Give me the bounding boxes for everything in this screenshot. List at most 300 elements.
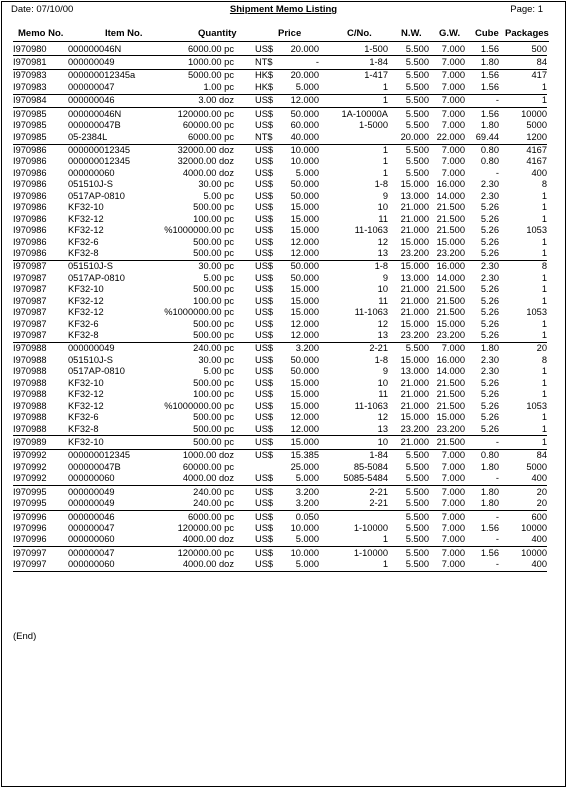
cell-qty: 100.00 pc	[193, 213, 234, 224]
table-row	[13, 523, 547, 534]
cell-nw: 5.500	[405, 343, 429, 354]
cell-memo: I970996	[13, 523, 47, 533]
cell-qty: 6000.00 pc	[187, 43, 234, 54]
cell-price: 15.385	[290, 450, 319, 461]
table-row	[13, 168, 547, 179]
cell-cur: US$	[255, 190, 274, 201]
cell-nw: 21.000	[400, 295, 429, 306]
cell-price: 12.000	[290, 330, 319, 340]
cell-gw: 15.000	[436, 236, 465, 247]
cell-memo: I970986	[13, 202, 47, 213]
cell-memo: I970988	[13, 377, 47, 388]
cell-gw: 7.000	[441, 523, 465, 533]
cell-cube: 5.26	[480, 423, 499, 434]
cell-memo: I970987	[13, 261, 47, 272]
cell-pkg: 1053	[526, 307, 547, 318]
cell-cno: 2-21	[369, 343, 388, 354]
col-header-qty: Quantity	[198, 28, 237, 39]
table-row	[13, 202, 547, 213]
cell-nw: 21.000	[400, 307, 429, 318]
cell-memo: I970997	[13, 547, 47, 558]
cell-cur: US$	[255, 366, 274, 377]
cell-price: 25.000	[290, 461, 319, 472]
memo-group	[13, 486, 547, 511]
cell-cno: 1-8	[374, 354, 388, 365]
cell-cube: 5.26	[480, 400, 499, 411]
column-header-row	[2, 28, 565, 40]
cell-cube: 2.30	[480, 179, 499, 190]
cell-cur: US$	[255, 377, 274, 388]
cell-memo: I970987	[13, 330, 47, 340]
table-row	[13, 296, 547, 307]
cell-cube: 1.80	[480, 343, 499, 354]
cell-price: 5.000	[295, 81, 319, 92]
cell-cno: 1-84	[369, 450, 388, 461]
cell-item: KF32-10	[68, 436, 104, 447]
cell-nw: 5.500	[405, 498, 429, 509]
cell-memo: I970984	[13, 95, 47, 106]
cell-cno: 1-10000	[353, 523, 388, 533]
cell-item: 0517AP-0810	[68, 366, 125, 377]
cell-memo: I970996	[13, 534, 47, 545]
cell-gw: 7.000	[441, 559, 465, 570]
memo-group	[13, 95, 547, 108]
cell-cube: -	[495, 511, 499, 522]
cell-cur: US$	[255, 523, 274, 533]
cell-pkg: 1	[541, 236, 547, 247]
cell-cube: -	[495, 473, 499, 484]
table-row	[13, 44, 547, 55]
cell-cur: HK$	[255, 70, 274, 81]
cell-price: 5.000	[295, 167, 319, 178]
memo-group	[13, 511, 547, 547]
cell-price: 20.000	[290, 43, 319, 54]
memo-group	[13, 436, 547, 449]
cell-pkg: 1	[541, 366, 547, 377]
cell-cube: -	[495, 559, 499, 570]
cell-qty: 32000.00 doz	[177, 145, 234, 155]
cell-cube: 5.26	[480, 225, 499, 236]
cell-pkg: 84	[536, 450, 547, 461]
cell-nw: 5.500	[405, 145, 429, 155]
cell-cno: 9	[382, 190, 388, 201]
cell-qty: 30.00 pc	[198, 261, 234, 272]
table-row	[13, 412, 547, 423]
cell-cube: 2.30	[480, 190, 499, 201]
cell-cube: 5.26	[480, 247, 499, 258]
cell-qty: 500.00 pc	[193, 236, 234, 247]
cell-gw: 7.000	[441, 473, 465, 484]
cell-qty: 500.00 pc	[193, 423, 234, 434]
cell-nw: 21.000	[400, 284, 429, 295]
table-row	[13, 261, 547, 272]
table-row	[13, 319, 547, 330]
table-row	[13, 330, 547, 341]
cell-item: 000000046	[68, 95, 115, 106]
memo-table	[2, 43, 565, 572]
cell-pkg: 1053	[526, 225, 547, 236]
cell-item: KF32-10	[68, 284, 104, 295]
cell-price: -	[315, 56, 319, 67]
cell-gw: 7.000	[441, 108, 465, 119]
cell-memo: I970983	[13, 81, 47, 92]
cell-qty: 1000.00 pc	[187, 56, 234, 67]
cell-item: 0517AP-0810	[68, 272, 125, 283]
cell-gw: 7.000	[441, 511, 465, 522]
cell-memo: I970986	[13, 145, 47, 155]
cell-cur: US$	[255, 307, 274, 318]
cell-nw: 21.000	[400, 389, 429, 400]
cell-cno: 85-5084	[353, 461, 388, 472]
cell-nw: 13.000	[400, 366, 429, 377]
cell-cno: 1	[382, 81, 388, 92]
cell-nw: 5.500	[405, 511, 429, 522]
table-row	[13, 343, 547, 354]
cell-gw: 21.500	[436, 400, 465, 411]
cell-cur: US$	[255, 423, 274, 434]
cell-cube: 1.56	[480, 81, 499, 92]
cell-cno: 9	[382, 272, 388, 283]
cell-cno: 10	[377, 284, 388, 295]
cell-cno: 13	[377, 330, 388, 340]
cell-nw: 5.500	[405, 70, 429, 81]
cell-qty: 100.00 pc	[193, 295, 234, 306]
cell-price: 12.000	[290, 423, 319, 434]
cell-cur: US$	[255, 486, 274, 497]
memo-group	[13, 343, 547, 437]
cell-pkg: 1200	[526, 131, 547, 142]
cell-cno: 12	[377, 318, 388, 329]
cell-price: 50.000	[290, 108, 319, 119]
cell-cur: NT$	[255, 131, 273, 142]
cell-item: 000000049	[68, 56, 115, 67]
cell-price: 60.000	[290, 120, 319, 131]
cell-item: 051510J-S	[68, 261, 113, 272]
cell-cube: 0.80	[480, 145, 499, 155]
table-row	[13, 462, 547, 473]
table-row	[13, 82, 547, 93]
cell-item: KF32-6	[68, 412, 99, 423]
table-row	[13, 237, 547, 248]
cell-gw: 7.000	[441, 486, 465, 497]
cell-cur: US$	[255, 473, 274, 484]
cell-pkg: 1	[541, 318, 547, 329]
cell-cno: 1	[382, 559, 388, 570]
cell-cno: 1	[382, 145, 388, 155]
cell-gw: 16.000	[436, 261, 465, 272]
cell-memo: I970986	[13, 190, 47, 201]
cell-item: 000000047	[68, 547, 115, 558]
cell-memo: I970992	[13, 461, 47, 472]
cell-cur: US$	[255, 108, 274, 119]
table-row	[13, 473, 547, 484]
cell-nw: 21.000	[400, 377, 429, 388]
cell-qty: 32000.00 doz	[177, 156, 234, 167]
cell-item: 000000049	[68, 343, 115, 354]
cell-memo: I970997	[13, 559, 47, 570]
cell-cno: 1-500	[364, 43, 388, 54]
cell-qty: 4000.00 doz	[182, 473, 234, 484]
cell-pkg: 1	[541, 190, 547, 201]
cell-nw: 5.500	[405, 473, 429, 484]
cell-item: 000000060	[68, 534, 115, 545]
cell-cur: US$	[255, 295, 274, 306]
cell-qty: 30.00 pc	[198, 179, 234, 190]
cell-qty: 500.00 pc	[193, 436, 234, 447]
cell-pkg: 20	[536, 498, 547, 509]
cell-cno: 9	[382, 366, 388, 377]
cell-gw: 21.500	[436, 307, 465, 318]
table-row	[13, 437, 547, 448]
cell-nw: 21.000	[400, 202, 429, 213]
cell-qty: 6000.00 pc	[187, 511, 234, 522]
cell-nw: 5.500	[405, 547, 429, 558]
cell-cube: 1.56	[480, 523, 499, 533]
cell-gw: 7.000	[441, 81, 465, 92]
cell-pkg: 417	[531, 70, 547, 81]
cell-cno: 11	[378, 213, 388, 224]
cell-cno: 12	[377, 412, 388, 423]
table-row	[13, 57, 547, 68]
cell-memo: I970986	[13, 167, 47, 178]
cell-qty: 4000.00 doz	[182, 167, 234, 178]
cell-pkg: 400	[531, 167, 547, 178]
report-date: Date: 07/10/00	[11, 4, 74, 15]
cell-memo: I970980	[13, 43, 47, 54]
header-rule	[13, 41, 549, 42]
cell-qty: 5.00 pc	[203, 366, 234, 377]
cell-cno: 10	[377, 436, 388, 447]
cell-cube: -	[495, 436, 499, 447]
cell-price: 15.000	[290, 307, 319, 318]
cell-cno: 1-10000	[353, 547, 388, 558]
cell-memo: I970988	[13, 366, 47, 377]
cell-qty: 1000.00 doz	[182, 450, 234, 461]
cell-gw: 7.000	[441, 343, 465, 354]
cell-memo: I970988	[13, 412, 47, 423]
cell-memo: I970987	[13, 284, 47, 295]
cell-pkg: 1	[541, 389, 547, 400]
cell-cube: 5.26	[480, 307, 499, 318]
cell-cube: 1.80	[480, 486, 499, 497]
cell-nw: 21.000	[400, 213, 429, 224]
cell-qty: 1.00 pc	[203, 81, 234, 92]
cell-memo: I970987	[13, 295, 47, 306]
cell-cno: 1-84	[369, 56, 388, 67]
cell-cno: 1	[382, 534, 388, 545]
cell-gw: 15.000	[436, 412, 465, 423]
col-header-memo: Memo No.	[18, 28, 64, 39]
cell-memo: I970995	[13, 498, 47, 509]
col-header-item: Item No.	[105, 28, 143, 39]
cell-gw: 7.000	[441, 70, 465, 81]
cell-cube: -	[495, 95, 499, 106]
table-row	[13, 487, 547, 498]
page-number: Page: 1	[510, 4, 543, 15]
col-header-gw: G.W.	[439, 28, 461, 39]
table-row	[13, 179, 547, 190]
table-row	[13, 191, 547, 202]
col-header-nw: N.W.	[401, 28, 422, 39]
cell-price: 12.000	[290, 412, 319, 423]
cell-pkg: 20	[536, 343, 547, 354]
cell-pkg: 10000	[521, 108, 547, 119]
table-row	[13, 366, 547, 377]
table-row	[13, 307, 547, 318]
cell-nw: 23.200	[400, 247, 429, 258]
memo-group	[13, 145, 547, 261]
cell-gw: 7.000	[441, 534, 465, 545]
cell-item: KF32-6	[68, 318, 99, 329]
cell-item: 000000046N	[68, 108, 122, 119]
cell-price: 3.200	[295, 498, 319, 509]
table-row	[13, 534, 547, 545]
cell-cur: US$	[255, 145, 274, 155]
cell-price: 5.000	[295, 534, 319, 545]
end-marker: (End)	[13, 631, 37, 642]
cell-nw: 5.500	[405, 534, 429, 545]
cell-item: 000000046	[68, 511, 115, 522]
cell-memo: I970986	[13, 236, 47, 247]
cell-cur: US$	[255, 534, 274, 545]
cell-price: 10.000	[290, 156, 319, 167]
cell-item: 000000012345	[68, 156, 131, 167]
cell-cur: US$	[255, 412, 274, 423]
cell-item: KF32-12	[68, 307, 104, 318]
cell-pkg: 8	[541, 354, 547, 365]
cell-price: 40.000	[290, 131, 319, 142]
cell-item: 000000012345a	[68, 70, 136, 81]
table-row	[13, 512, 547, 523]
cell-gw: 21.500	[436, 389, 465, 400]
cell-cube: 5.26	[480, 284, 499, 295]
cell-gw: 7.000	[441, 43, 465, 54]
cell-cno: 11-1063	[354, 400, 388, 411]
cell-nw: 15.000	[400, 179, 429, 190]
cell-price: 12.000	[290, 247, 319, 258]
cell-cube: 2.30	[480, 366, 499, 377]
cell-price: 15.000	[290, 213, 319, 224]
cell-cur: US$	[255, 284, 274, 295]
table-row	[13, 389, 547, 400]
cell-cur: US$	[255, 120, 274, 131]
cell-cube: 2.30	[480, 272, 499, 283]
table-row	[13, 70, 547, 81]
cell-pkg: 10000	[521, 523, 547, 533]
cell-price: 10.000	[290, 547, 319, 558]
cell-cno: 13	[377, 423, 388, 434]
cell-price: 15.000	[290, 377, 319, 388]
cell-pkg: 1	[541, 436, 547, 447]
cell-nw: 15.000	[400, 318, 429, 329]
cell-pkg: 1053	[526, 400, 547, 411]
cell-gw: 21.500	[436, 225, 465, 236]
cell-pkg: 10000	[521, 547, 547, 558]
cell-memo: I970981	[13, 56, 47, 67]
cell-memo: I970988	[13, 400, 47, 411]
memo-group	[13, 70, 547, 95]
cell-pkg: 1	[541, 247, 547, 258]
cell-qty: %1000000.00 pc	[164, 225, 234, 236]
cell-qty: 6000.00 pc	[187, 131, 234, 142]
cell-nw: 5.500	[405, 559, 429, 570]
cell-pkg: 1	[541, 412, 547, 423]
cell-gw: 23.200	[436, 423, 465, 434]
cell-price: 10.000	[290, 523, 319, 533]
cell-cur: US$	[255, 272, 274, 283]
cell-cno: 1	[382, 156, 388, 167]
cell-memo: I970987	[13, 318, 47, 329]
cell-qty: 500.00 pc	[193, 284, 234, 295]
cell-cur: NT$	[255, 56, 273, 67]
cell-qty: 5.00 pc	[203, 190, 234, 201]
cell-cno: 10	[377, 377, 388, 388]
cell-pkg: 5000	[526, 120, 547, 131]
cell-qty: 5000.00 pc	[187, 70, 234, 81]
cell-item: 051510J-S	[68, 179, 113, 190]
cell-nw: 21.000	[400, 225, 429, 236]
cell-price: 50.000	[290, 261, 319, 272]
cell-qty: 240.00 pc	[193, 498, 234, 509]
cell-cur: US$	[255, 95, 274, 106]
cell-pkg: 8	[541, 179, 547, 190]
cell-pkg: 1	[541, 213, 547, 224]
cell-price: 3.200	[295, 486, 319, 497]
cell-qty: %1000000.00 pc	[164, 307, 234, 318]
cell-item: KF32-10	[68, 202, 104, 213]
cell-item: KF32-8	[68, 247, 99, 258]
report-page	[1, 1, 566, 787]
cell-memo: I970988	[13, 354, 47, 365]
cell-nw: 5.500	[405, 450, 429, 461]
cell-cube: 5.26	[480, 202, 499, 213]
cell-cube: 1.80	[480, 498, 499, 509]
table-row	[13, 156, 547, 167]
cell-cur: US$	[255, 318, 274, 329]
cell-price: 50.000	[290, 354, 319, 365]
cell-item: 000000060	[68, 473, 115, 484]
cell-nw: 5.500	[405, 95, 429, 106]
cell-nw: 5.500	[405, 156, 429, 167]
cell-nw: 15.000	[400, 354, 429, 365]
cell-cube: 5.26	[480, 318, 499, 329]
cell-gw: 16.000	[436, 179, 465, 190]
cell-qty: 4000.00 doz	[182, 559, 234, 570]
cell-cube: 1.80	[480, 56, 499, 67]
cell-memo: I970992	[13, 450, 47, 461]
cell-nw: 21.000	[400, 400, 429, 411]
cell-gw: 7.000	[441, 145, 465, 155]
cell-gw: 22.000	[436, 131, 465, 142]
cell-cno: 12	[377, 236, 388, 247]
cell-price: 12.000	[290, 318, 319, 329]
cell-gw: 7.000	[441, 450, 465, 461]
cell-nw: 5.500	[405, 43, 429, 54]
cell-memo: I970986	[13, 179, 47, 190]
cell-gw: 21.500	[436, 284, 465, 295]
cell-qty: 3.00 doz	[198, 95, 234, 106]
cell-price: 15.000	[290, 436, 319, 447]
table-row	[13, 548, 547, 559]
cell-gw: 14.000	[436, 272, 465, 283]
cell-pkg: 1	[541, 202, 547, 213]
table-row	[13, 401, 547, 412]
cell-item: 05-2384L	[68, 131, 108, 142]
table-row	[13, 284, 547, 295]
cell-qty: 60000.00 pc	[182, 120, 234, 131]
cell-pkg: 8	[541, 261, 547, 272]
cell-cno: 1A-10000A	[341, 108, 388, 119]
